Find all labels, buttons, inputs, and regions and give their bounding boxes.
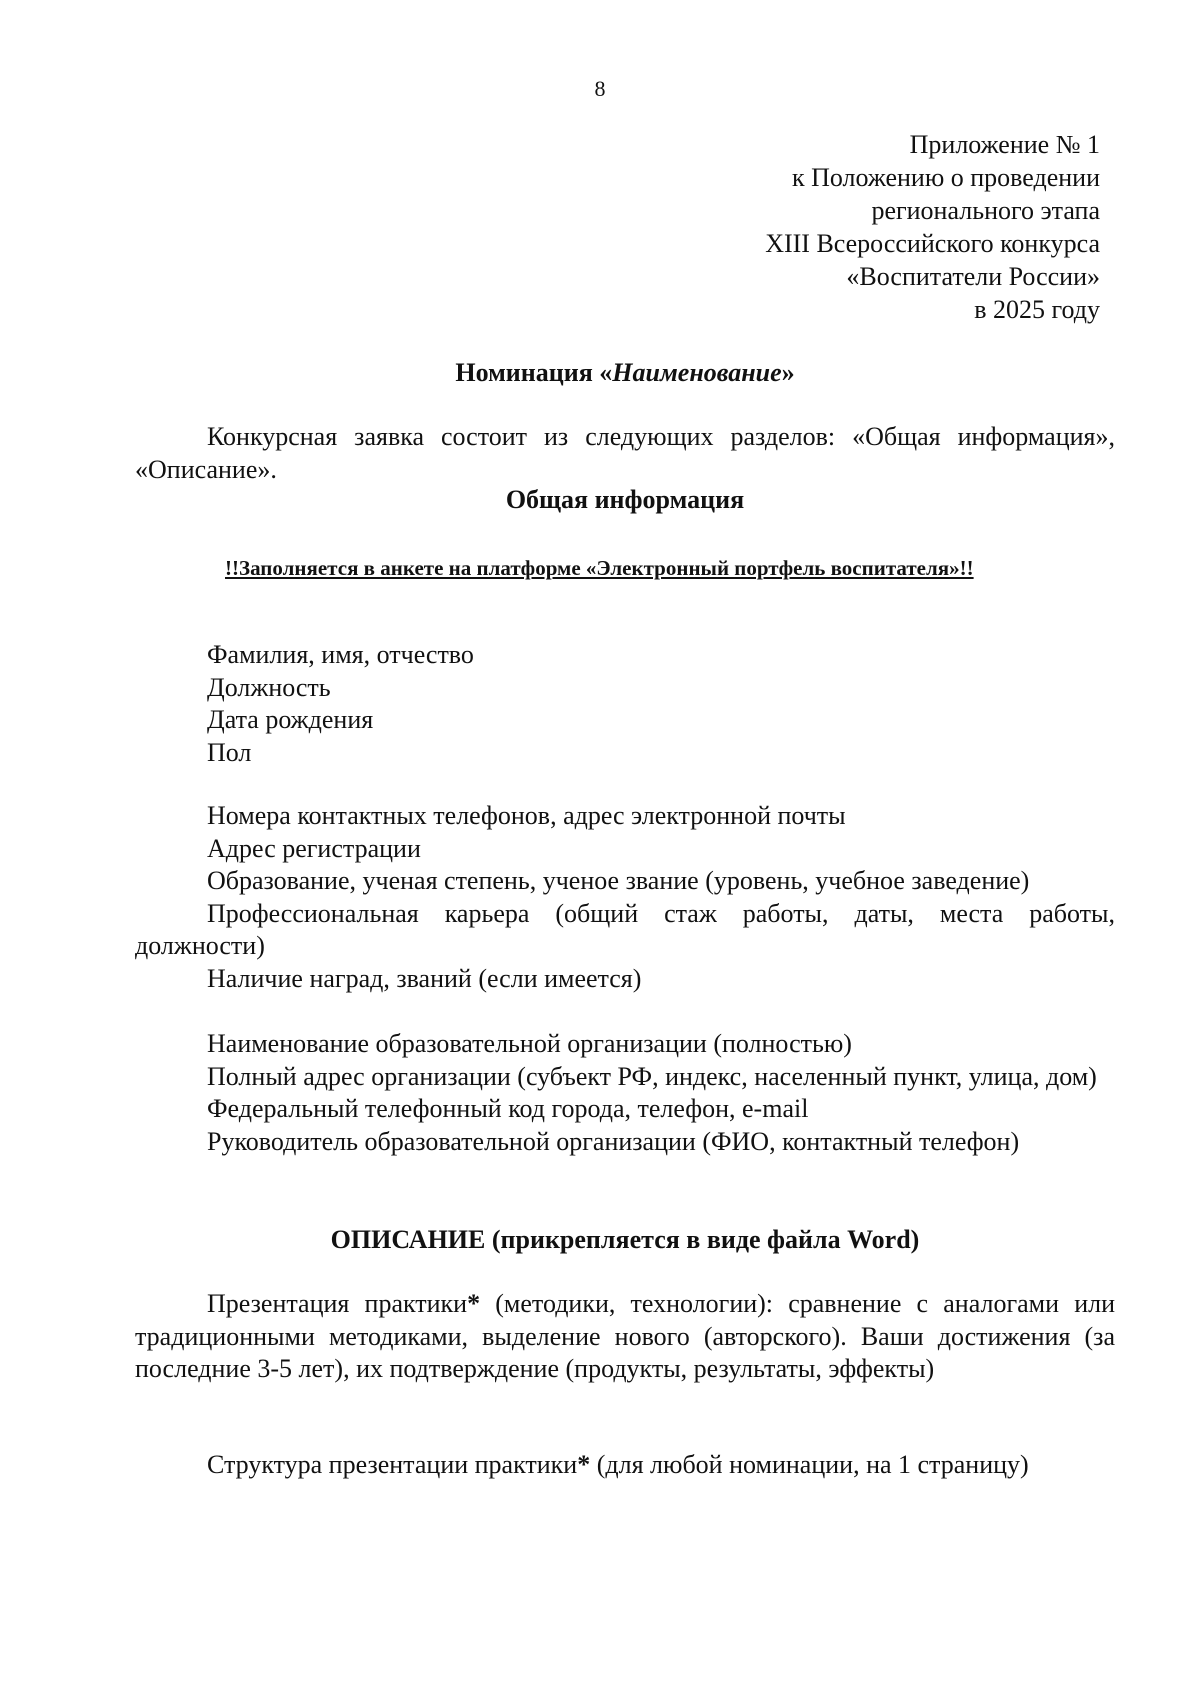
description-rest: (методики, технологии): сравнение с аналогами или традиционными методиками, выделение нового (авторского). Ваши достижения (за последние 3-5 лет), их подтверждение (продукты, результаты, эффекты) (135, 1289, 1115, 1383)
appendix-line: «Воспитатели России» (846, 262, 1100, 291)
footnote-star: * (577, 1450, 591, 1479)
general-info-heading: Общая информация (505, 485, 745, 514)
description-lead: Презентация практики (207, 1289, 468, 1318)
intro-paragraph: Конкурсная заявка состоит из следующих разделов: «Общая информация», «Описание». (135, 422, 1115, 484)
fill-note: !!Заполняется в анкете на платформе «Электронный портфель воспитателя»!! (225, 556, 974, 580)
field-item: Фамилия, имя, отчество (207, 640, 474, 669)
appendix-line: в 2025 году (974, 295, 1100, 324)
field-item: Наименование образовательной организации (полностью) (207, 1029, 852, 1058)
general-fields-group-contacts (135, 800, 1115, 995)
field-item: Профессиональная карьера (общий стаж работы, даты, места работы, должности) (135, 898, 1115, 960)
nomination-suffix: » (781, 358, 795, 387)
general-fields-group-personal (135, 639, 1115, 769)
appendix-line: XIII Всероссийского конкурса (765, 229, 1100, 258)
field-item: Федеральный телефонный код города, телефон, e-mail (207, 1094, 809, 1123)
structure-lead: Структура презентации практики (207, 1450, 578, 1479)
field-item: Наличие наград, званий (если имеется) (207, 963, 642, 993)
general-fields-group-organization (135, 1028, 1115, 1158)
field-item: Полный адрес организации (субъект РФ, индекс, населенный пункт, улица, дом) (207, 1061, 1097, 1091)
nomination-name: Наименование (612, 358, 782, 387)
field-item: Номера контактных телефонов, адрес электронной почты (207, 801, 846, 830)
field-item: Адрес регистрации (207, 833, 421, 863)
nomination-prefix: Номинация « (455, 358, 613, 387)
description-paragraph (135, 1288, 1115, 1386)
structure-line (135, 1449, 1115, 1482)
field-item: Пол (207, 737, 252, 767)
field-item: Образование, ученая степень, ученое звание (уровень, учебное заведение) (207, 866, 1030, 895)
description-heading: ОПИСАНИЕ (прикрепляется в виде файла Word) (330, 1225, 920, 1254)
footnote-star: * (467, 1289, 481, 1318)
appendix-line: регионального этапа (871, 196, 1100, 225)
nomination-heading (135, 357, 1115, 390)
field-item: Должность (207, 672, 331, 702)
appendix-block (500, 128, 1100, 326)
field-item: Руководитель образовательной организации (ФИО, контактный телефон) (207, 1126, 1020, 1156)
field-item: Дата рождения (207, 705, 374, 734)
appendix-line: к Положению о проведении (791, 163, 1100, 192)
appendix-line: Приложение № 1 (909, 130, 1100, 159)
structure-rest: (для любой номинации, на 1 страницу) (590, 1450, 1029, 1479)
page-number: 8 (594, 76, 606, 101)
